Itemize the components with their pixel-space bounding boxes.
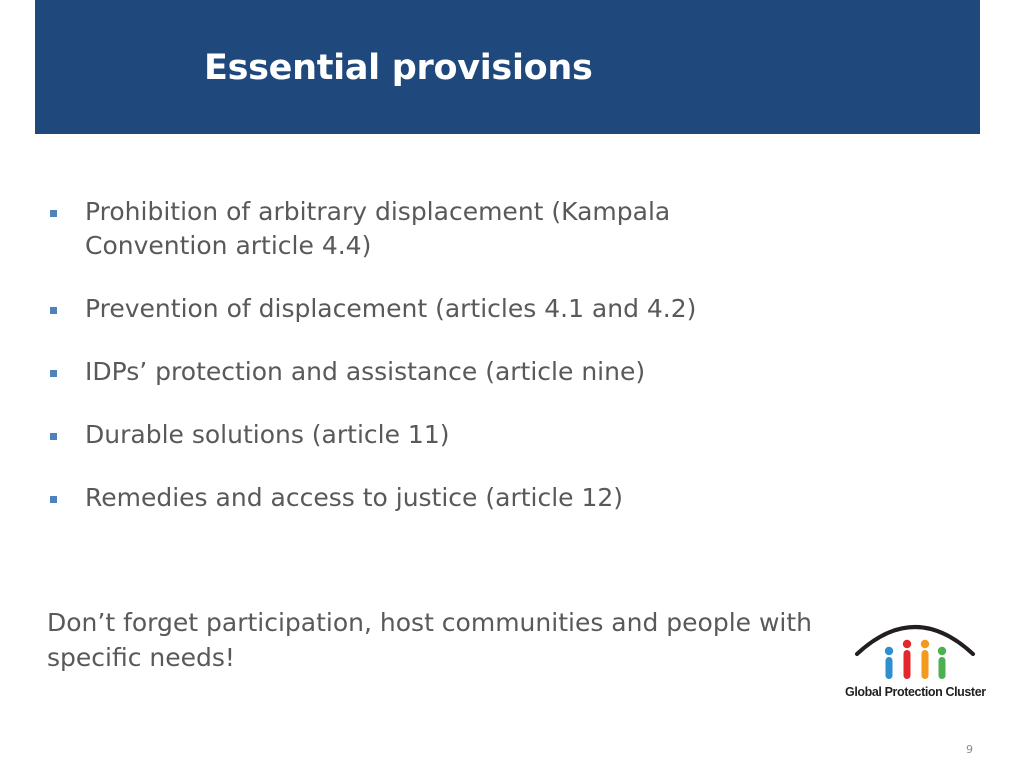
list-item [47, 292, 807, 326]
square-bullet-icon [50, 370, 57, 377]
list-item-text: Prevention of displacement (articles 4.1 and 4.2) [85, 294, 697, 323]
slide-title: Essential provisions [204, 48, 593, 88]
people-arc-icon [845, 622, 985, 686]
logo-text: Global Protection Cluster [845, 685, 986, 699]
list-item-text: Prohibition of arbitrary displacement (Kampala Convention article 4.4) [85, 197, 671, 260]
global-protection-cluster-logo [845, 622, 985, 704]
closing-note: Don’t forget participation, host communities and people with specific needs! [47, 608, 813, 672]
list-item-text: Remedies and access to justice (article 12) [85, 483, 624, 512]
list-item [47, 195, 807, 263]
list-item-text: IDPs’ protection and assistance (article nine) [85, 357, 646, 386]
list-item-text: Durable solutions (article 11) [85, 420, 450, 449]
square-bullet-icon [50, 307, 57, 314]
list-item [47, 418, 807, 452]
page-number: 9 [966, 743, 973, 756]
square-bullet-icon [50, 210, 57, 217]
title-banner [35, 0, 980, 134]
list-item [47, 355, 807, 389]
list-item [47, 481, 807, 515]
square-bullet-icon [50, 433, 57, 440]
square-bullet-icon [50, 496, 57, 503]
provisions-list [47, 195, 807, 544]
